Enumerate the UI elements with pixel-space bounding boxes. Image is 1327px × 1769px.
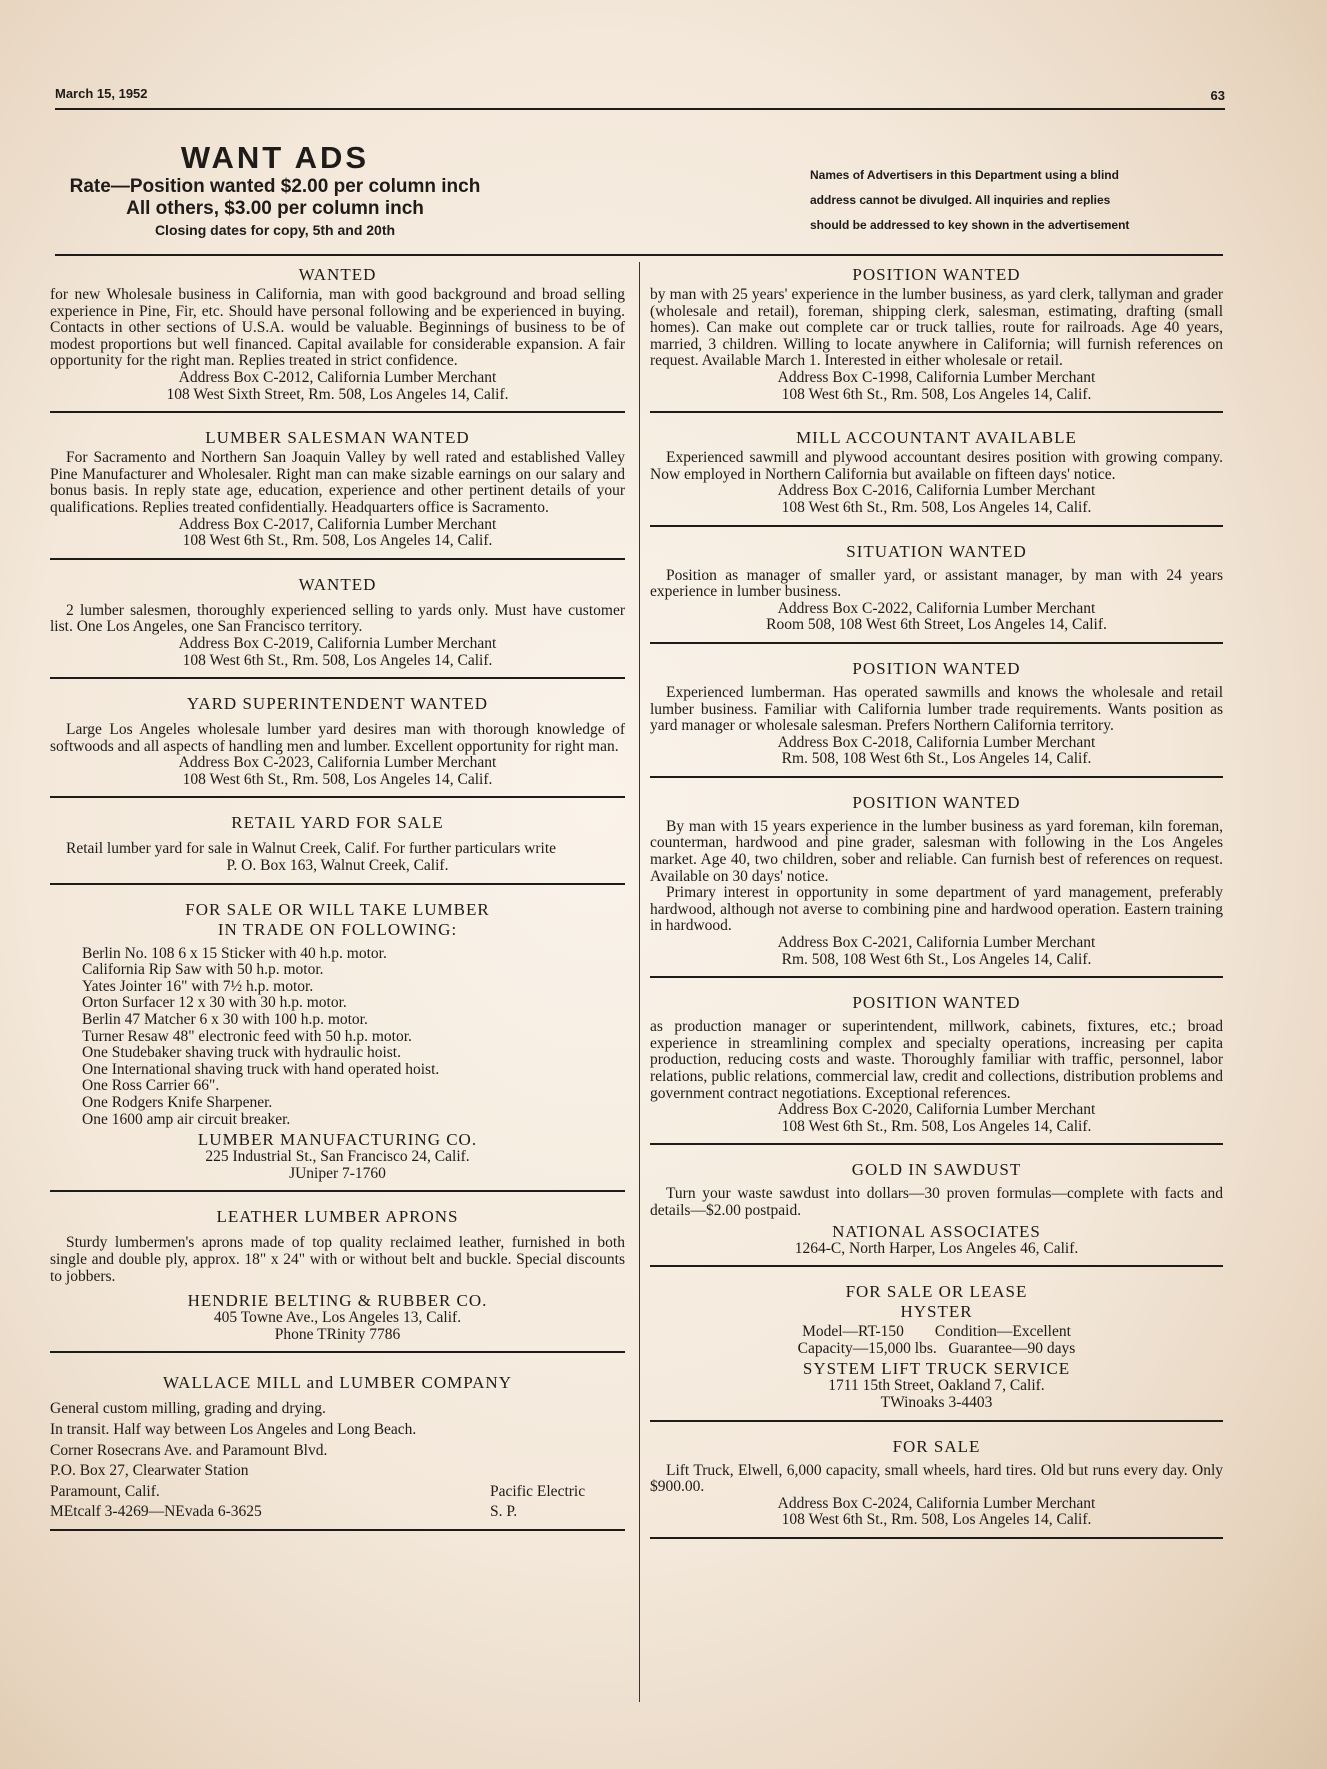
ad-address-line: Address Box C-1998, California Lumber Merchant bbox=[777, 368, 1096, 386]
ad-wanted-salesmen bbox=[50, 570, 625, 679]
ad-firm-name: LUMBER MANUFACTURING CO. bbox=[197, 1130, 478, 1150]
ad-heading: POSITION WANTED bbox=[852, 265, 1021, 284]
ad-position-wanted-25yr bbox=[650, 260, 1223, 413]
list-item: One Ross Carrier 66". bbox=[82, 1077, 220, 1095]
ad-address-line: Address Box C-2022, California Lumber Merchant bbox=[777, 599, 1096, 617]
ad-heading: WANTED bbox=[298, 574, 377, 594]
ad-heading: LEATHER LUMBER APRONS bbox=[216, 1207, 459, 1227]
ad-address-line: Address Box C-2017, California Lumber Merchant bbox=[178, 515, 497, 533]
equipment-list bbox=[82, 946, 625, 1129]
ad-lift-truck-for-sale bbox=[650, 1432, 1223, 1539]
ad-hyster bbox=[650, 1277, 1223, 1421]
ad-lumber-salesman bbox=[50, 423, 625, 560]
ad-situation-wanted bbox=[650, 537, 1223, 644]
ad-body: By man with 15 years experience in the lumber business as yard foreman, kiln foreman, counterman, hardwood and pine grader, salesman with following in the Los Angeles market. Age 40, two children, sober and reliable. Can furnish best of references on request. Available on 30 days' notice. bbox=[650, 817, 1223, 885]
ad-body: Sturdy lumbermen's aprons made of top quality reclaimed leather, furnished in both single and double ply, approx. 18" x 24" with or without belt and buckle. Special discounts to jobbers. bbox=[50, 1234, 625, 1285]
ad-body: For Sacramento and Northern San Joaquin Valley by well rated and established Valley Pine Manufacturer and Wholesaler. Right man can make sizable earnings on our salary and bonus basis. In reply state age, education, experience and other pertinent details of your qualifications. Replies treated confidentially. Headquarters office is Sacramento. bbox=[50, 449, 625, 516]
masthead-rule bbox=[55, 254, 1223, 256]
ad-heading: YARD SUPERINTENDENT WANTED bbox=[186, 694, 489, 714]
ad-address-line: 108 West 6th St., Rm. 508, Los Angeles 14, Calif. bbox=[781, 1117, 1092, 1135]
ad-address-line: 1711 15th Street, Oakland 7, Calif. bbox=[828, 1377, 1045, 1395]
ad-text-row bbox=[50, 1482, 625, 1503]
ad-address-line: Rm. 508, 108 West 6th St., Los Angeles 14, Calif. bbox=[781, 950, 1092, 968]
ad-text-line: P.O. Box 27, Clearwater Station bbox=[50, 1462, 249, 1480]
notice-line: address cannot be divulged. All inquiries and replies bbox=[810, 193, 1111, 207]
ad-heading: IN TRADE ON FOLLOWING: bbox=[217, 919, 458, 939]
rate-others: All others, $3.00 per column inch bbox=[126, 198, 424, 219]
right-column bbox=[650, 260, 1223, 1549]
list-item: Yates Jointer 16" with 7½ h.p. motor. bbox=[82, 977, 314, 995]
want-ads-masthead bbox=[40, 140, 510, 240]
ad-heading: RETAIL YARD FOR SALE bbox=[231, 813, 444, 833]
ad-position-wanted-lumberman bbox=[650, 654, 1223, 778]
list-item: One Studebaker shaving truck with hydraulic hoist. bbox=[82, 1044, 401, 1062]
ad-address-line: 108 West 6th St., Rm. 508, Los Angeles 14, Calif. bbox=[182, 770, 493, 788]
ad-body: Turn your waste sawdust into dollars—30 proven formulas—complete with facts and details—$2.00 postpaid. bbox=[650, 1185, 1223, 1219]
ad-body: 2 lumber salesmen, thoroughly experienced selling to yards only. Must have customer list. One Los Angeles, one San Francisco territory. bbox=[50, 601, 625, 636]
ad-address-line: Address Box C-2024, California Lumber Merchant bbox=[777, 1494, 1096, 1512]
ad-heading: FOR SALE bbox=[892, 1436, 981, 1456]
ad-phone: JUniper 7-1760 bbox=[289, 1164, 386, 1182]
ad-body: Retail lumber yard for sale in Walnut Creek, Calif. For further particulars write bbox=[66, 840, 557, 858]
ad-body: Primary interest in opportunity in some department of yard management, preferably hardwood, although not averse to combining pine and hardwood operation. Eastern training in hardwood. bbox=[650, 884, 1223, 935]
list-item: Berlin No. 108 6 x 15 Sticker with 40 h.p. motor. bbox=[82, 944, 387, 962]
list-item: Berlin 47 Matcher 6 x 30 with 100 h.p. motor. bbox=[82, 1011, 368, 1029]
ad-firm-name: SYSTEM LIFT TRUCK SERVICE bbox=[802, 1359, 1071, 1379]
ad-heading: POSITION WANTED bbox=[852, 658, 1021, 678]
list-item: One Rodgers Knife Sharpener. bbox=[82, 1094, 273, 1111]
ad-railway: S. P. bbox=[490, 1503, 518, 1521]
ad-address-line: 405 Towne Ave., Los Angeles 13, Calif. bbox=[213, 1309, 462, 1327]
ad-address-line: 108 West 6th St., Rm. 508, Los Angeles 14, Calif. bbox=[182, 532, 493, 550]
ad-body: Experienced sawmill and plywood accountant desires position with growing company. Now employed in Northern California but available on fifteen days' notice. bbox=[650, 449, 1223, 483]
ad-address-line: 108 West 6th St., Rm. 508, Los Angeles 14, Calif. bbox=[781, 1511, 1092, 1529]
ad-retail-yard-for-sale bbox=[50, 808, 625, 884]
list-item: California Rip Saw with 50 h.p. motor. bbox=[82, 961, 324, 979]
ad-position-wanted-production bbox=[650, 988, 1223, 1145]
bottom-rule bbox=[50, 1529, 625, 1531]
ad-phone: TWinoaks 3-4403 bbox=[880, 1393, 993, 1411]
ad-address-line: Room 508, 108 West 6th Street, Los Angeles 14, Calif. bbox=[766, 616, 1107, 634]
ad-body: for new Wholesale business in California, man with good background and broad selling experience in Pine, Fir, etc. Should have personal following and be experienced in buying. Contacts in other sections of U.S.A. would be valuable. Beginnings of business to be of modest proportions but well financed. Capital available for considerable expansion. A fair opportunity for the right man. Replies treated in strict confidence. bbox=[50, 286, 625, 370]
notice-line: should be addressed to key shown in the advertisement bbox=[810, 218, 1130, 232]
ad-address-line: Address Box C-2021, California Lumber Merchant bbox=[777, 934, 1096, 952]
ad-trade-equipment bbox=[50, 895, 625, 1193]
list-item: One International shaving truck with hand operated hoist. bbox=[82, 1060, 440, 1078]
ad-body: Lift Truck, Elwell, 6,000 capacity, small wheels, hard tires. Old but runs every day. Only $900.00. bbox=[650, 1461, 1223, 1496]
rate-position: Rate—Position wanted $2.00 per column inch bbox=[69, 176, 481, 197]
ad-text-line: In transit. Half way between Los Angeles and Long Beach. bbox=[50, 1420, 417, 1438]
ad-spec-line: Capacity—15,000 lbs. Guarantee—90 days bbox=[797, 1339, 1076, 1357]
closing-dates: Closing dates for copy, 5th and 20th bbox=[154, 222, 396, 238]
page-number: 63 bbox=[1210, 88, 1225, 103]
ad-gold-in-sawdust bbox=[650, 1155, 1223, 1267]
ad-address-line: Address Box C-2020, California Lumber Merchant bbox=[777, 1101, 1096, 1119]
ad-address-line: 108 West 6th St., Rm. 508, Los Angeles 14, Calif. bbox=[781, 498, 1092, 516]
ad-body: Position as manager of smaller yard, or assistant manager, by man with 24 years experience in lumber business. bbox=[650, 566, 1223, 601]
column-divider bbox=[639, 262, 640, 1702]
ad-body: by man with 25 years' experience in the lumber business, as yard clerk, tallyman and grader (wholesale and retail), foreman, shipping clerk, salesman, estimating, drafting (small homes). Can make out complete car or truck tallies, route for railroads. Age 40 years, married, 3 children. Willing to locate anywhere in California; will furnish references on request. Available March 1. Interested in either wholesale or retail. bbox=[650, 286, 1223, 370]
ad-address-line: P. O. Box 163, Walnut Creek, Calif. bbox=[226, 857, 449, 875]
list-item: Turner Resaw 48" electronic feed with 50 h.p. motor. bbox=[82, 1027, 412, 1045]
notice-line: Names of Advertisers in this Department using a blind bbox=[810, 168, 1119, 182]
ad-wallace-mill bbox=[50, 1363, 625, 1535]
ad-address-line: 108 West Sixth Street, Rm. 508, Los Angeles 14, Calif. bbox=[166, 385, 509, 403]
ad-body: Large Los Angeles wholesale lumber yard desires man with thorough knowledge of softwoods and all aspects of handling men and lumber. Excellent opportunity for right man. bbox=[50, 721, 625, 755]
ad-city: Paramount, Calif. bbox=[50, 1482, 160, 1500]
ad-heading: POSITION WANTED bbox=[852, 993, 1021, 1013]
ad-heading: LUMBER SALESMAN WANTED bbox=[205, 428, 470, 448]
ad-heading: MILL ACCOUNTANT AVAILABLE bbox=[796, 428, 1077, 448]
ad-heading: POSITION WANTED bbox=[852, 792, 1021, 812]
ad-address-line: Address Box C-2019, California Lumber Merchant bbox=[178, 634, 497, 652]
ad-heading: SITUATION WANTED bbox=[846, 541, 1027, 561]
ad-heading: GOLD IN SAWDUST bbox=[851, 1160, 1022, 1180]
ad-wanted-wholesale bbox=[50, 260, 625, 413]
ad-heading: HYSTER bbox=[900, 1302, 973, 1322]
ad-heading: WALLACE MILL and LUMBER COMPANY bbox=[163, 1373, 512, 1393]
ad-yard-superintendent bbox=[50, 689, 625, 798]
ad-mill-accountant bbox=[650, 423, 1223, 526]
ad-body: Experienced lumberman. Has operated sawmills and knows the wholesale and retail lumber business. Familiar with California lumber trade requirements. Wants position as yard manager or wholesale salesman. Prefers Northern California territory. bbox=[650, 683, 1223, 735]
list-item: One 1600 amp air circuit breaker. bbox=[82, 1110, 291, 1128]
ad-leather-aprons bbox=[50, 1202, 625, 1353]
ad-address-line: Rm. 508, 108 West 6th St., Los Angeles 14, Calif. bbox=[781, 750, 1092, 768]
ad-firm-name: HENDRIE BELTING & RUBBER CO. bbox=[187, 1291, 488, 1311]
section-title: WANT ADS bbox=[180, 140, 370, 175]
ad-address-line: 1264-C, North Harper, Los Angeles 46, Calif. bbox=[794, 1239, 1079, 1257]
ad-heading: FOR SALE OR WILL TAKE LUMBER bbox=[185, 899, 490, 919]
ad-address-line: 108 West 6th St., Rm. 508, Los Angeles 14, Calif. bbox=[781, 385, 1092, 403]
ad-address-line: 108 West 6th St., Rm. 508, Los Angeles 14, Calif. bbox=[182, 651, 493, 669]
ad-body: as production manager or superintendent, millwork, cabinets, fixtures, etc.; broad experience in streamlining complex and specialty operations, increasing per capita production, reducing costs and waste. Thoroughly familiar with traffic, personnel, labor relations, public relations, commercial law, credit and collections, distribution problems and government contract negotiations. Exceptional references. bbox=[650, 1018, 1223, 1102]
ad-position-wanted-15yr bbox=[650, 788, 1223, 978]
ad-heading: FOR SALE OR LEASE bbox=[845, 1282, 1028, 1302]
ad-address-line: Address Box C-2023, California Lumber Merchant bbox=[178, 754, 497, 772]
ad-address-line: Address Box C-2016, California Lumber Merchant bbox=[777, 482, 1096, 500]
ad-spec-line: Model—RT-150 Condition—Excellent bbox=[802, 1323, 1071, 1341]
ad-text-line: Corner Rosecrans Ave. and Paramount Blvd. bbox=[50, 1441, 328, 1459]
left-column bbox=[50, 260, 625, 1535]
ad-phone: Phone TRinity 7786 bbox=[274, 1325, 401, 1343]
issue-date: March 15, 1952 bbox=[55, 86, 148, 101]
ad-heading: WANTED bbox=[298, 265, 377, 284]
ad-address-line: Address Box C-2018, California Lumber Merchant bbox=[777, 733, 1096, 751]
page-header bbox=[55, 84, 1225, 110]
ad-text-row bbox=[50, 1502, 625, 1523]
ad-firm-name: NATIONAL ASSOCIATES bbox=[832, 1221, 1041, 1241]
ad-railway: Pacific Electric bbox=[490, 1482, 586, 1500]
list-item: Orton Surfacer 12 x 30 with 30 h.p. motor. bbox=[82, 994, 347, 1012]
ad-address-line: 225 Industrial St., San Francisco 24, Calif. bbox=[205, 1148, 470, 1166]
ad-text-line: General custom milling, grading and drying. bbox=[50, 1400, 326, 1418]
ad-phone: MEtcalf 3-4269—NEvada 6-3625 bbox=[50, 1503, 262, 1521]
advertiser-notice bbox=[810, 163, 1225, 238]
ad-address-line: Address Box C-2012, California Lumber Merchant bbox=[178, 368, 497, 386]
